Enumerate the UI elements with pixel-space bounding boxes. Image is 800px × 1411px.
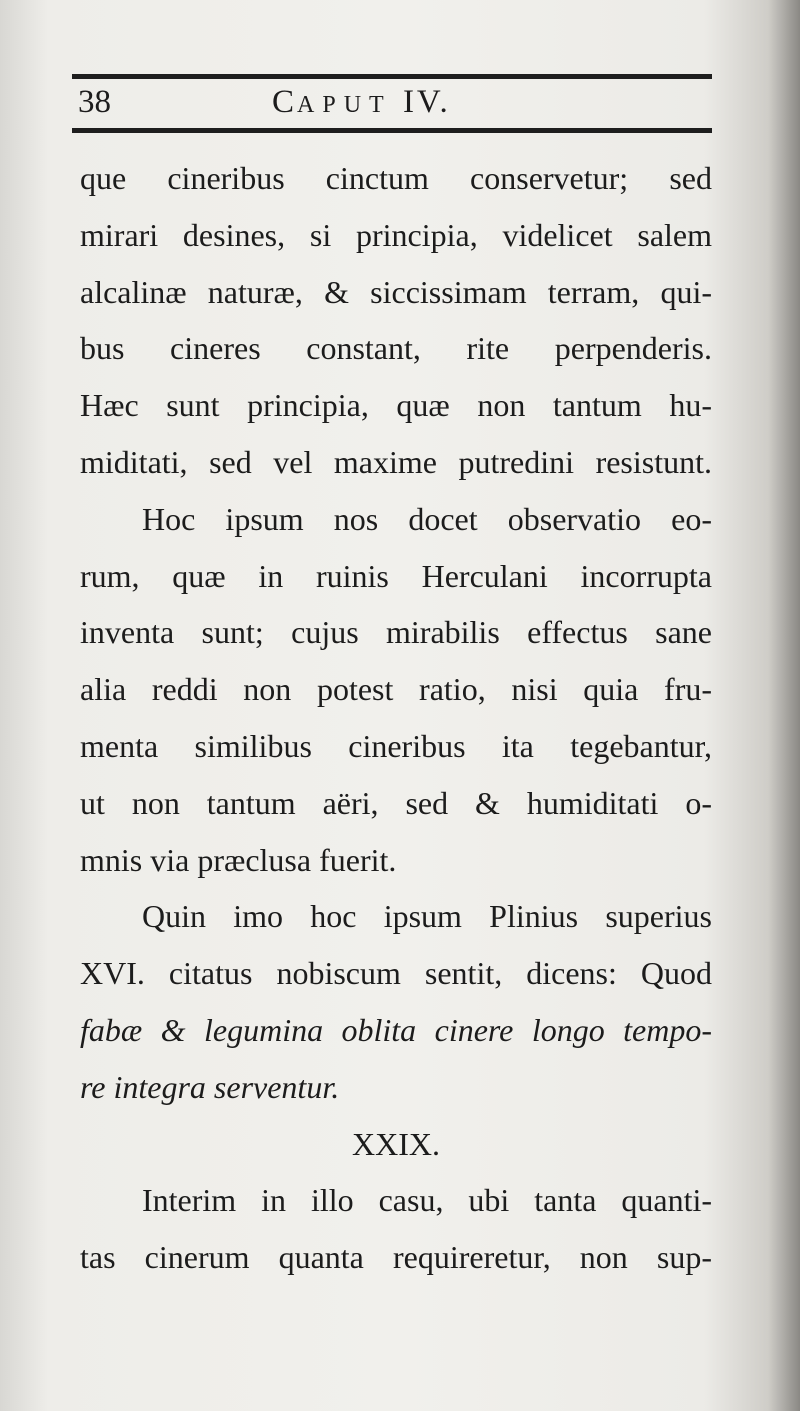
text-line: inventa sunt; cujus mirabilis effectus sane xyxy=(80,614,712,651)
text-line: bus cineres constant, rite perpenderis. xyxy=(80,330,712,367)
text-line: mnis via præclusa fuerit. xyxy=(80,841,397,878)
text-line: alcalinæ naturæ, & siccissimam terram, qui- xyxy=(80,273,712,310)
text-line: miditati, sed vel maxime putredini resistunt. xyxy=(80,443,712,480)
text-line-with-quote: XVI. citatus nobiscum sentit, dicens: Quod xyxy=(80,955,712,992)
quoted-text-line: re integra serventur. xyxy=(80,1068,340,1105)
header-rule-bottom xyxy=(72,128,712,133)
running-header xyxy=(72,84,712,128)
text-line: mirari desines, si principia, videlicet salem xyxy=(80,216,712,253)
text-line: ut non tantum aëri, sed & humiditati o- xyxy=(80,784,712,821)
text-line: Hæc sunt principia, quæ non tantum hu- xyxy=(80,387,712,424)
title-numeral: IV. xyxy=(402,84,451,120)
text-line: que cineribus cinctum conservetur; sed xyxy=(80,160,712,196)
text-line: tas cinerum quanta requireretur, non sup- xyxy=(80,1239,712,1276)
chapter-title xyxy=(272,84,451,121)
section-number: XXIX. xyxy=(352,1125,440,1162)
text-line: menta similibus cineribus ita tegebantur, xyxy=(80,727,712,764)
paragraph-start-line: Interim in illo casu, ubi tanta quanti- xyxy=(142,1182,712,1219)
title-initial: C xyxy=(272,84,298,120)
header-rule-top xyxy=(72,74,712,79)
text-block xyxy=(80,150,712,1286)
text-line: rum, quæ in ruinis Herculani incorrupta xyxy=(80,557,712,594)
paragraph-start-line: Hoc ipsum nos docet observatio eo- xyxy=(142,500,712,537)
page-number: 38 xyxy=(78,84,111,120)
text-line: alia reddi non potest ratio, nisi quia fru- xyxy=(80,671,712,708)
paragraph-start-line: Quin imo hoc ipsum Plinius superius xyxy=(142,898,712,935)
quoted-text-line: fabæ & legumina oblita cinere longo tempo- xyxy=(80,1011,712,1048)
title-rest: APUT xyxy=(297,92,392,118)
